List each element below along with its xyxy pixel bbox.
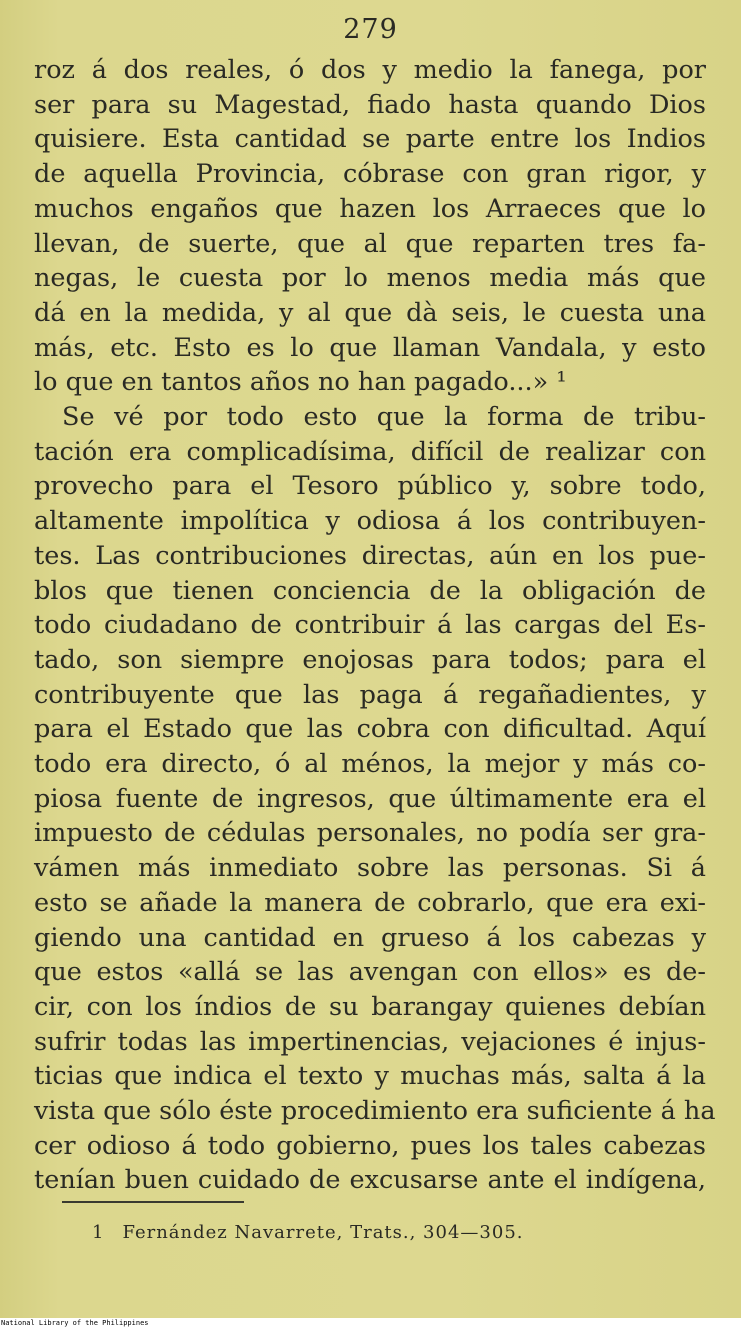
footnote-text: Fernández Navarrete, Trats., 304—305. xyxy=(122,1222,524,1243)
text-line: contribuyente que las paga á regañadientes, y xyxy=(34,679,706,710)
footnote-divider xyxy=(62,1201,244,1203)
text-line: sufrir todas las impertinencias, vejaciones é injus- xyxy=(34,1026,706,1057)
text-line: piosa fuente de ingresos, que últimamente era el xyxy=(34,783,706,814)
text-line: ticias que indica el texto y muchas más, salta á la xyxy=(34,1061,706,1092)
library-credit: National Library of the Philippines xyxy=(1,1319,149,1327)
text-line: de aquella Provincia, cóbrase con gran rigor, y xyxy=(34,159,706,190)
text-line: para el Estado que las cobra con dificultad. Aquí xyxy=(34,714,706,745)
text-line: lo que en tantos años no han pagado...» ¹ xyxy=(34,367,567,398)
footnote-number: 1 xyxy=(92,1222,105,1243)
text-line: ser para su Magestad, fiado hasta quando Dios xyxy=(34,89,706,120)
text-line: esto se añade la manera de cobrarlo, que era exi- xyxy=(34,887,706,918)
text-line: llevan, de suerte, que al que reparten tres fa- xyxy=(34,228,706,259)
text-line: muchos engaños que hazen los Arraeces que lo xyxy=(34,193,706,224)
page-number: 279 xyxy=(343,14,398,45)
text-line: más, etc. Esto es lo que llaman Vandala, y esto xyxy=(34,332,706,363)
text-line: tenían buen cuidado de excusarse ante el indígena, xyxy=(34,1165,706,1196)
text-line: giendo una cantidad en grueso á los cabezas y xyxy=(34,922,706,953)
text-line: blos que tienen conciencia de la obligación de xyxy=(34,575,706,606)
text-line: vámen más inmediato sobre las personas. Si á xyxy=(34,853,706,884)
text-line: cir, con los índios de su barangay quienes debían xyxy=(34,991,706,1022)
text-line: impuesto de cédulas personales, no podía ser gra- xyxy=(34,818,706,849)
text-line: cer odioso á todo gobierno, pues los tales cabezas xyxy=(34,1130,706,1161)
text-line: tación era complicadísima, difícil de realizar con xyxy=(34,436,706,467)
text-line: tes. Las contribuciones directas, aún en los pue- xyxy=(34,540,706,571)
text-line: que estos «allá se las avengan con ellos» es de- xyxy=(34,957,706,988)
text-line: tado, son siempre enojosas para todos; para el xyxy=(34,644,706,675)
footnote xyxy=(92,1222,524,1243)
text-line: provecho para el Tesoro público y, sobre todo, xyxy=(34,471,706,502)
text-line: altamente impolítica y odiosa á los contribuyen- xyxy=(34,506,706,537)
text-line: quisiere. Esta cantidad se parte entre los Indios xyxy=(34,124,706,155)
paragraph-start-line: Se vé por todo esto que la forma de tribu- xyxy=(62,402,706,432)
text-line: roz á dos reales, ó dos y medio la fanega, por xyxy=(34,55,706,85)
text-line: vista que sólo éste procedimiento era suficiente á ha xyxy=(34,1096,716,1126)
text-line: dá en la medida, y al que dà seis, le cuesta una xyxy=(34,297,706,328)
text-line: todo ciudadano de contribuir á las cargas del Es- xyxy=(34,610,706,641)
library-credit-bar xyxy=(0,1318,741,1328)
text-line: todo era directo, ó al ménos, la mejor y más co- xyxy=(34,749,706,779)
text-line: negas, le cuesta por lo menos media más que xyxy=(34,263,706,294)
